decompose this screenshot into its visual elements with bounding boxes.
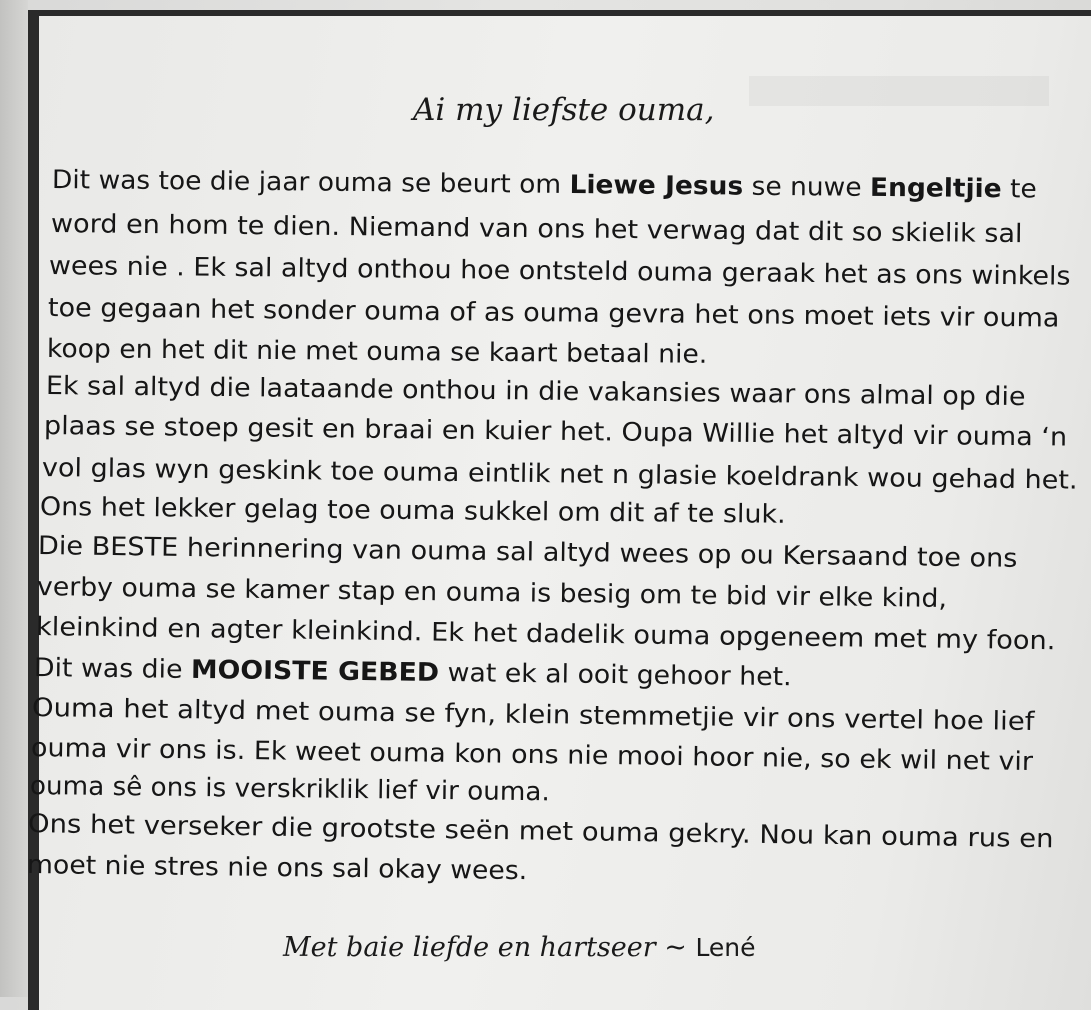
signoff-text: Met baie liefde en hartseer ~ — [283, 932, 696, 963]
line-text: Ons het verseker die grootste seën met ouma gekry. Nou kan ouma rus en — [27, 809, 1054, 855]
emphasis-text: MOOISTE GEBED — [190, 654, 440, 688]
line-text: wees nie . Ek sal altyd onthou hoe ontsteld ouma geraak het as ons winkels — [48, 251, 1071, 292]
line-text: kleinkind en agter kleinkind. Ek het dadelik ouma opgeneem met my foon. — [35, 612, 1056, 657]
line-text: vol glas wyn geskink toe ouma eintlik net n glasie koeldrank wou gehad het. — [41, 453, 1078, 496]
letter-line — [47, 334, 708, 370]
emphasis-text: Engeltjie — [869, 172, 1002, 205]
letter-signoff — [283, 932, 756, 963]
line-text: toe gegaan het sonder ouma of as ouma gevra het ons moet iets vir ouma — [47, 293, 1060, 334]
line-text: verby ouma se kamer stap en ouma is besig om te bid vir elke kind, — [36, 572, 948, 614]
letter-greeting: Ai my liefste ouma, — [413, 92, 715, 128]
line-text: wat ek al ooit gehoor het. — [438, 657, 792, 693]
bleed-through-shadow — [749, 76, 1049, 106]
line-text: te — [1001, 174, 1037, 205]
letter-line — [30, 771, 550, 807]
line-text: Ouma het altyd met ouma se fyn, klein stemmetjie vir ons vertel hoe lief — [31, 693, 1035, 737]
line-text: koop en het dit nie met ouma se kaart betaal nie. — [46, 334, 708, 370]
line-text: Ons het lekker gelag toe ouma sukkel om dit af te sluk. — [39, 492, 786, 530]
line-text: plaas se stoep gesit en braai en kuier het. Oupa Willie het altyd vir ouma ‘n — [43, 411, 1068, 453]
line-text: Dit was toe die jaar ouma se beurt om — [51, 165, 570, 200]
line-text: Die BESTE herinnering van ouma sal altyd wees op ou Kersaand toe ons — [37, 531, 1018, 574]
letter-line — [27, 850, 528, 886]
line-text: moet nie stres nie ons sal okay wees. — [26, 850, 528, 887]
line-text: ouma sê ons is verskriklik lief vir ouma. — [29, 771, 550, 808]
line-text: word en hom te dien. Niemand van ons het verwag dat dit so skielik sal — [50, 209, 1023, 250]
signoff-name: Lené — [695, 933, 756, 962]
line-text: ouma vir ons is. Ek weet ouma kon ons nie mooi hoor nie, so ek wil net vir — [30, 733, 1034, 777]
line-text: se nuwe — [743, 171, 871, 203]
line-text: Dit was die — [33, 653, 192, 685]
emphasis-text: Liewe Jesus — [569, 169, 744, 202]
background-edge — [0, 0, 28, 997]
line-text: Ek sal altyd die laataande onthou in die vakansies waar ons almal op die — [45, 371, 1026, 413]
